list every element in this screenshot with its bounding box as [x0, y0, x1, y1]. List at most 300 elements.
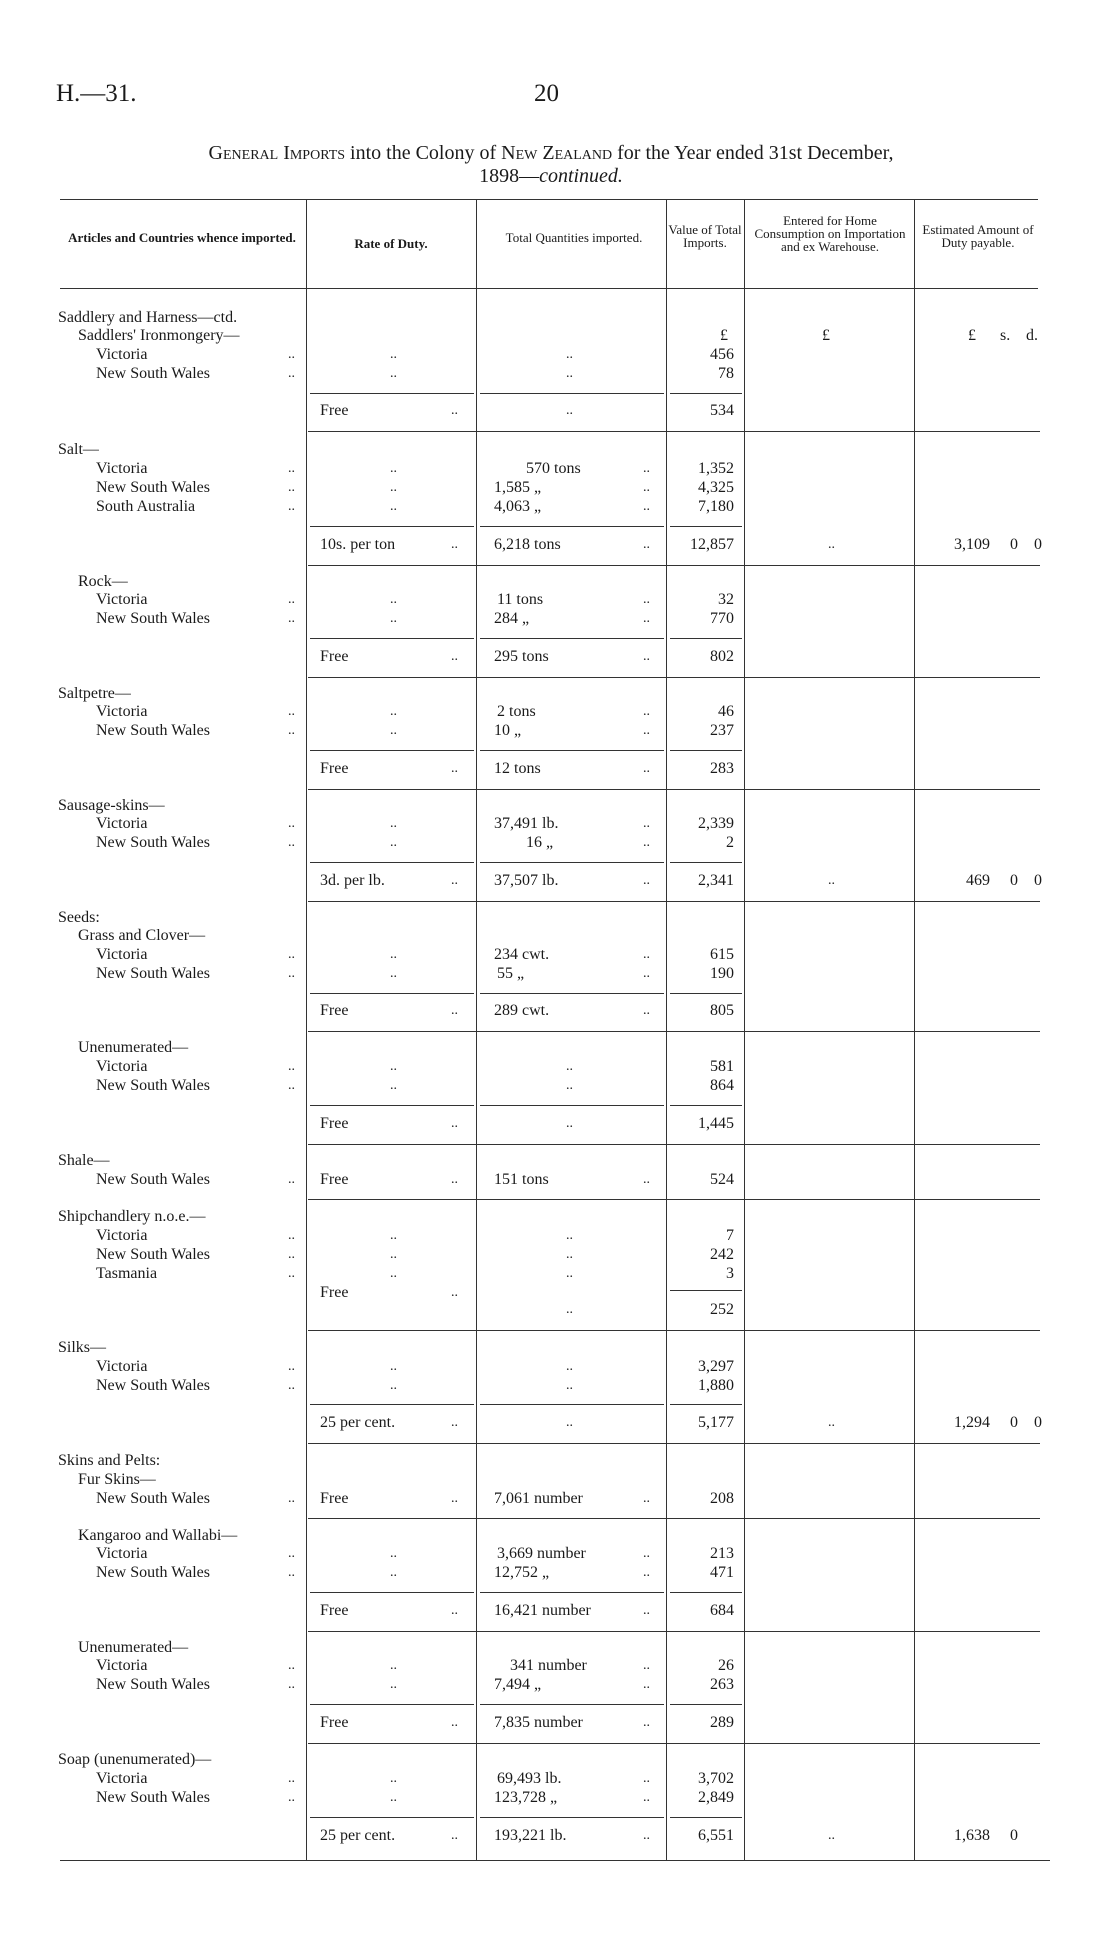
dot-leader: ..	[288, 835, 295, 850]
country-name: Victoria	[96, 1545, 148, 1562]
total-quantity: 7,061 number	[494, 1490, 583, 1507]
duty-shillings: 0	[1010, 1827, 1018, 1844]
value: 471	[710, 1564, 734, 1581]
total-value: 805	[710, 1002, 734, 1019]
subtotal-rule	[310, 1704, 474, 1705]
total-value: 12,857	[690, 536, 734, 553]
dot-leader: ..	[288, 611, 295, 626]
section-title: Skins and Pelts:	[58, 1452, 161, 1469]
total-quantity: 151 tons	[494, 1171, 549, 1188]
duty-pounds: 1,638	[954, 1827, 990, 1844]
dot-leader: ..	[643, 966, 650, 981]
country-name: Victoria	[96, 703, 148, 720]
dot-leader: ..	[451, 1415, 458, 1430]
dot-leader: ..	[643, 1771, 650, 1786]
subsection-title: Grass and Clover—	[78, 927, 206, 944]
header-quantities: Total Quantities imported.	[505, 230, 643, 245]
country-name: Victoria	[96, 1358, 148, 1375]
dot-leader: ..	[288, 1266, 295, 1281]
value: 7,180	[698, 498, 734, 515]
quantity: 12,752 „	[494, 1564, 550, 1581]
dot-leader: ..	[288, 1359, 295, 1374]
dot-leader: ..	[390, 1546, 397, 1561]
total-value: 208	[710, 1490, 734, 1507]
dot-leader: ..	[390, 1359, 397, 1374]
dot-leader: ..	[643, 947, 650, 962]
country-name: Victoria	[96, 346, 148, 363]
dot-leader: ..	[390, 592, 397, 607]
dot-leader: ..	[390, 723, 397, 738]
dot-leader: ..	[643, 649, 650, 664]
subtotal-rule	[310, 862, 474, 863]
dot-leader: ..	[566, 1059, 573, 1074]
section-rule	[308, 677, 1040, 678]
dot-leader: ..	[566, 1078, 573, 1093]
col-divider-1	[306, 199, 307, 1860]
title-general-imports: General Imports	[208, 142, 346, 164]
dot-leader: ..	[643, 1565, 650, 1580]
dot-leader: ..	[566, 1266, 573, 1281]
subtotal-rule	[310, 1105, 474, 1106]
value: 46	[718, 703, 734, 720]
dot-leader: ..	[643, 835, 650, 850]
total-quantity: 193,221 lb.	[494, 1827, 567, 1844]
value: 2	[726, 834, 734, 851]
total-value: 289	[710, 1714, 734, 1731]
dot-leader: ..	[390, 1565, 397, 1580]
header-articles: Articles and Countries whence imported.	[68, 230, 296, 245]
duty-pence: 0	[1034, 872, 1042, 889]
value: 78	[718, 365, 734, 382]
dot-leader: ..	[643, 816, 650, 831]
section-rule	[308, 565, 1040, 566]
rate-of-duty: 25 per cent.	[320, 1827, 396, 1844]
country-name: Victoria	[96, 1227, 148, 1244]
unit-shillings: s.	[1000, 327, 1011, 344]
subtotal-rule	[310, 750, 474, 751]
value: 190	[710, 965, 734, 982]
header-home-consumption: Entered for Home Consumption on Importation and ex Warehouse.	[754, 213, 906, 254]
section-title: Salt—	[58, 441, 99, 458]
col-divider-2	[476, 199, 477, 1860]
quantity: 123,728 „	[494, 1789, 558, 1806]
value: 2,849	[698, 1789, 734, 1806]
total-quantity: 37,507 lb.	[494, 872, 559, 889]
dot-leader: ..	[288, 1790, 295, 1805]
dot-leader: ..	[451, 403, 458, 418]
page-header	[56, 80, 1056, 120]
country-name: New South Wales	[96, 1789, 210, 1806]
section-rule	[308, 431, 1040, 432]
country-name: Victoria	[96, 460, 148, 477]
dot-leader: ..	[288, 1771, 295, 1786]
dot-leader: ..	[390, 347, 397, 362]
dot-leader: ..	[288, 1228, 295, 1243]
unit-pound-home: £	[822, 327, 830, 344]
dot-leader: ..	[643, 480, 650, 495]
table-bottom-rule	[60, 1860, 1050, 1861]
dot-leader: ..	[288, 499, 295, 514]
total-value: 684	[710, 1602, 734, 1619]
quantity: 570 tons	[526, 460, 581, 477]
value: 237	[710, 722, 734, 739]
country-name: New South Wales	[96, 610, 210, 627]
subtotal-rule	[670, 1704, 742, 1705]
rate-of-duty: 10s. per ton	[320, 536, 396, 553]
dot-leader: ..	[390, 1228, 397, 1243]
country-name: New South Wales	[96, 722, 210, 739]
dot-leader: ..	[643, 1677, 650, 1692]
dot-leader: ..	[288, 1546, 295, 1561]
subtotal-rule	[480, 526, 664, 527]
quantity: 1,585 „	[494, 479, 542, 496]
dot-leader: ..	[390, 611, 397, 626]
rate-of-duty: 3d. per lb.	[320, 872, 385, 889]
subtotal-rule	[480, 1592, 664, 1593]
rate-of-duty: Free	[320, 1602, 349, 1619]
quantity: 284 „	[494, 610, 530, 627]
quantity: 10 „	[494, 722, 522, 739]
country-name: Tasmania	[96, 1265, 158, 1282]
value: 1,352	[698, 460, 734, 477]
dot-leader: ..	[643, 1003, 650, 1018]
dot-leader: ..	[643, 1172, 650, 1187]
value: 4,325	[698, 479, 734, 496]
col-divider-5	[914, 199, 915, 1860]
value: 32	[718, 591, 734, 608]
country-name: Victoria	[96, 1657, 148, 1674]
total-value: 5,177	[698, 1414, 734, 1431]
subtotal-rule	[670, 638, 742, 639]
dot-leader: ..	[451, 649, 458, 664]
total-value: 802	[710, 648, 734, 665]
section-rule	[308, 1144, 1040, 1145]
value: 615	[710, 946, 734, 963]
rate-of-duty: Free	[320, 1002, 349, 1019]
dot-leader: ..	[390, 1078, 397, 1093]
dot-leader: ..	[288, 1059, 295, 1074]
quantity: 4,063 „	[494, 498, 542, 515]
dot-leader: ..	[288, 1491, 295, 1506]
page-reference: H.—31.	[56, 80, 137, 107]
quantity: 16 „	[526, 834, 554, 851]
subtotal-rule	[670, 1592, 742, 1593]
dot-leader: ..	[451, 1003, 458, 1018]
dot-leader: ..	[390, 480, 397, 495]
subsection-title: Unenumerated—	[78, 1039, 189, 1056]
country-name: Victoria	[96, 1770, 148, 1787]
subtotal-rule	[310, 993, 474, 994]
rate-of-duty: Free	[320, 1284, 349, 1301]
section-title: Shipchandlery n.o.e.—	[58, 1208, 206, 1225]
section-rule	[308, 1631, 1040, 1632]
dot-leader: ..	[288, 1658, 295, 1673]
dot-leader: ..	[390, 1247, 397, 1262]
dot-leader: ..	[643, 704, 650, 719]
country-name: New South Wales	[96, 834, 210, 851]
dot-leader: ..	[288, 1078, 295, 1093]
duty-pounds: 469	[966, 872, 990, 889]
dot-leader: ..	[288, 347, 295, 362]
header-duty: Estimated Amount of Duty payable.	[922, 222, 1034, 250]
dot-leader: ..	[451, 537, 458, 552]
dot-leader: ..	[643, 723, 650, 738]
dot-leader: ..	[451, 761, 458, 776]
dot-leader: ..	[643, 1790, 650, 1805]
header-bottom-rule	[60, 288, 1038, 289]
value: 26	[718, 1657, 734, 1674]
rate-of-duty: Free	[320, 1171, 349, 1188]
value: 242	[710, 1246, 734, 1263]
rate-of-duty: Free	[320, 1714, 349, 1731]
total-value: 2,341	[698, 872, 734, 889]
section-rule	[308, 1031, 1040, 1032]
dot-leader: ..	[288, 1172, 295, 1187]
title-year: 1898—	[479, 165, 540, 187]
dot-leader: ..	[451, 1603, 458, 1618]
dot-leader: ..	[566, 1415, 573, 1430]
col-divider-4	[744, 199, 745, 1860]
subtotal-rule	[310, 526, 474, 527]
rate-of-duty: Free	[320, 1115, 349, 1132]
subtotal-rule	[310, 393, 474, 394]
dot-leader: ..	[643, 873, 650, 888]
dot-leader: ..	[643, 1491, 650, 1506]
subtotal-rule	[480, 862, 664, 863]
subtotal-rule	[480, 1404, 664, 1405]
total-value: 524	[710, 1171, 734, 1188]
value: 3,297	[698, 1358, 734, 1375]
country-name: New South Wales	[96, 1564, 210, 1581]
dot-leader: ..	[390, 1771, 397, 1786]
subtotal-rule	[480, 393, 664, 394]
value: 770	[710, 610, 734, 627]
value: 1,880	[698, 1377, 734, 1394]
value: 7	[726, 1227, 734, 1244]
dot-leader: ..	[288, 461, 295, 476]
quantity: 234 cwt.	[494, 946, 550, 963]
dot-leader: ..	[288, 966, 295, 981]
duty-pence: 0	[1034, 536, 1042, 553]
quantity: 55 „	[497, 965, 525, 982]
total-value: 1,445	[698, 1115, 734, 1132]
total-quantity: 295 tons	[494, 648, 549, 665]
dot-leader: ..	[288, 480, 295, 495]
dot-leader: ..	[828, 1828, 835, 1843]
quantity: 7,494 „	[494, 1676, 542, 1693]
value: 3	[726, 1265, 734, 1282]
title-text-a: into the Colony of	[345, 142, 502, 164]
section-title: Shale—	[58, 1152, 110, 1169]
dot-leader: ..	[390, 1378, 397, 1393]
dot-leader: ..	[390, 704, 397, 719]
subtotal-rule	[480, 1704, 664, 1705]
section-title: Saddlery and Harness—ctd.	[58, 309, 238, 326]
dot-leader: ..	[390, 966, 397, 981]
subtotal-rule	[480, 1817, 664, 1818]
subtotal-rule	[670, 1817, 742, 1818]
dot-leader: ..	[566, 1228, 573, 1243]
duty-shillings: 0	[1010, 872, 1018, 889]
quantity: 37,491 lb.	[494, 815, 559, 832]
quantity: 3,669 number	[497, 1545, 586, 1562]
dot-leader: ..	[390, 1677, 397, 1692]
dot-leader: ..	[643, 592, 650, 607]
dot-leader: ..	[643, 1715, 650, 1730]
dot-leader: ..	[566, 1247, 573, 1262]
subtotal-rule	[670, 993, 742, 994]
country-name: New South Wales	[96, 965, 210, 982]
subsection-title: Saddlers' Ironmongery—	[78, 327, 240, 344]
total-quantity: 289 cwt.	[494, 1002, 550, 1019]
dot-leader: ..	[288, 366, 295, 381]
dot-leader: ..	[451, 1172, 458, 1187]
value: 213	[710, 1545, 734, 1562]
dot-leader: ..	[390, 366, 397, 381]
subtotal-rule	[480, 993, 664, 994]
dot-leader: ..	[288, 723, 295, 738]
section-rule	[308, 1743, 1040, 1744]
country-name: New South Wales	[96, 1490, 210, 1507]
country-name: Victoria	[96, 1058, 148, 1075]
subsection-title: Kangaroo and Wallabi—	[78, 1527, 238, 1544]
country-name: South Australia	[96, 498, 196, 515]
dot-leader: ..	[566, 1378, 573, 1393]
dot-leader: ..	[643, 1658, 650, 1673]
subtotal-rule	[480, 638, 664, 639]
dot-leader: ..	[643, 499, 650, 514]
quantity: 11 tons	[497, 591, 544, 608]
title-new-zealand: New Zealand	[501, 142, 613, 164]
country-name: Victoria	[96, 591, 148, 608]
dot-leader: ..	[828, 537, 835, 552]
dot-leader: ..	[451, 1715, 458, 1730]
duty-pounds: 3,109	[954, 536, 990, 553]
country-name: New South Wales	[96, 1676, 210, 1693]
subsection-title: Fur Skins—	[78, 1471, 156, 1488]
subtotal-rule	[310, 1592, 474, 1593]
subtotal-rule	[670, 1404, 742, 1405]
duty-shillings: 0	[1010, 1414, 1018, 1431]
dot-leader: ..	[451, 873, 458, 888]
subtotal-rule	[670, 393, 742, 394]
dot-leader: ..	[390, 461, 397, 476]
dot-leader: ..	[451, 1285, 458, 1300]
subtotal-rule	[480, 1105, 664, 1106]
dot-leader: ..	[643, 1828, 650, 1843]
dot-leader: ..	[451, 1491, 458, 1506]
country-name: New South Wales	[96, 1077, 210, 1094]
quantity: 341 number	[510, 1657, 587, 1674]
dot-leader: ..	[390, 1059, 397, 1074]
section-rule	[308, 789, 1040, 790]
rate-of-duty: Free	[320, 648, 349, 665]
dot-leader: ..	[451, 1828, 458, 1843]
value: 864	[710, 1077, 734, 1094]
dot-leader: ..	[288, 704, 295, 719]
table-top-rule	[60, 199, 1038, 200]
dot-leader: ..	[643, 1603, 650, 1618]
dot-leader: ..	[390, 499, 397, 514]
section-rule	[308, 1443, 1040, 1444]
unit-pound-duty: £	[968, 327, 976, 344]
dot-leader: ..	[288, 1565, 295, 1580]
quantity: 2 tons	[497, 703, 536, 720]
header-rate: Rate of Duty.	[354, 236, 428, 251]
country-name: Victoria	[96, 815, 148, 832]
duty-pence: 0	[1034, 1414, 1042, 1431]
subtotal-rule	[670, 1105, 742, 1106]
subtotal-rule	[670, 1290, 742, 1291]
title-text-b: for the Year ended 31st December,	[612, 142, 894, 164]
total-value: 534	[710, 402, 734, 419]
total-value: 252	[710, 1301, 734, 1318]
duty-pounds: 1,294	[954, 1414, 990, 1431]
dot-leader: ..	[390, 947, 397, 962]
section-rule	[308, 1330, 1040, 1331]
total-quantity: 7,835 number	[494, 1714, 583, 1731]
subtotal-rule	[480, 750, 664, 751]
section-rule	[308, 901, 1040, 902]
dot-leader: ..	[288, 1677, 295, 1692]
table-title	[56, 142, 1046, 188]
duty-shillings: 0	[1010, 536, 1018, 553]
title-line-2	[56, 165, 1046, 188]
dot-leader: ..	[643, 761, 650, 776]
subsection-title: Unenumerated—	[78, 1639, 189, 1656]
dot-leader: ..	[566, 1302, 573, 1317]
subtotal-rule	[310, 638, 474, 639]
dot-leader: ..	[566, 366, 573, 381]
subtotal-rule	[670, 526, 742, 527]
total-quantity: 6,218 tons	[494, 536, 561, 553]
dot-leader: ..	[643, 461, 650, 476]
title-continued: continued.	[539, 165, 623, 187]
subtotal-rule	[310, 1404, 474, 1405]
subsection-title: Rock—	[78, 573, 128, 590]
value: 581	[710, 1058, 734, 1075]
dot-leader: ..	[288, 1378, 295, 1393]
total-quantity: 16,421 number	[494, 1602, 591, 1619]
rate-of-duty: 25 per cent.	[320, 1414, 396, 1431]
total-quantity: 12 tons	[494, 760, 541, 777]
dot-leader: ..	[288, 592, 295, 607]
rate-of-duty: Free	[320, 760, 349, 777]
section-title: Saltpetre—	[58, 685, 131, 702]
dot-leader: ..	[828, 873, 835, 888]
subtotal-rule	[310, 1817, 474, 1818]
dot-leader: ..	[828, 1415, 835, 1430]
country-name: New South Wales	[96, 1246, 210, 1263]
total-value: 283	[710, 760, 734, 777]
dot-leader: ..	[643, 1546, 650, 1561]
dot-leader: ..	[451, 1116, 458, 1131]
subtotal-rule	[670, 750, 742, 751]
value: 263	[710, 1676, 734, 1693]
value: 456	[710, 346, 734, 363]
dot-leader: ..	[288, 816, 295, 831]
section-title: Sausage-skins—	[58, 797, 165, 814]
section-title: Silks—	[58, 1339, 107, 1356]
dot-leader: ..	[566, 1116, 573, 1131]
value: 2,339	[698, 815, 734, 832]
dot-leader: ..	[643, 537, 650, 552]
dot-leader: ..	[288, 947, 295, 962]
page-number: 20	[534, 80, 559, 107]
dot-leader: ..	[288, 1247, 295, 1262]
dot-leader: ..	[390, 816, 397, 831]
section-rule	[308, 1518, 1040, 1519]
